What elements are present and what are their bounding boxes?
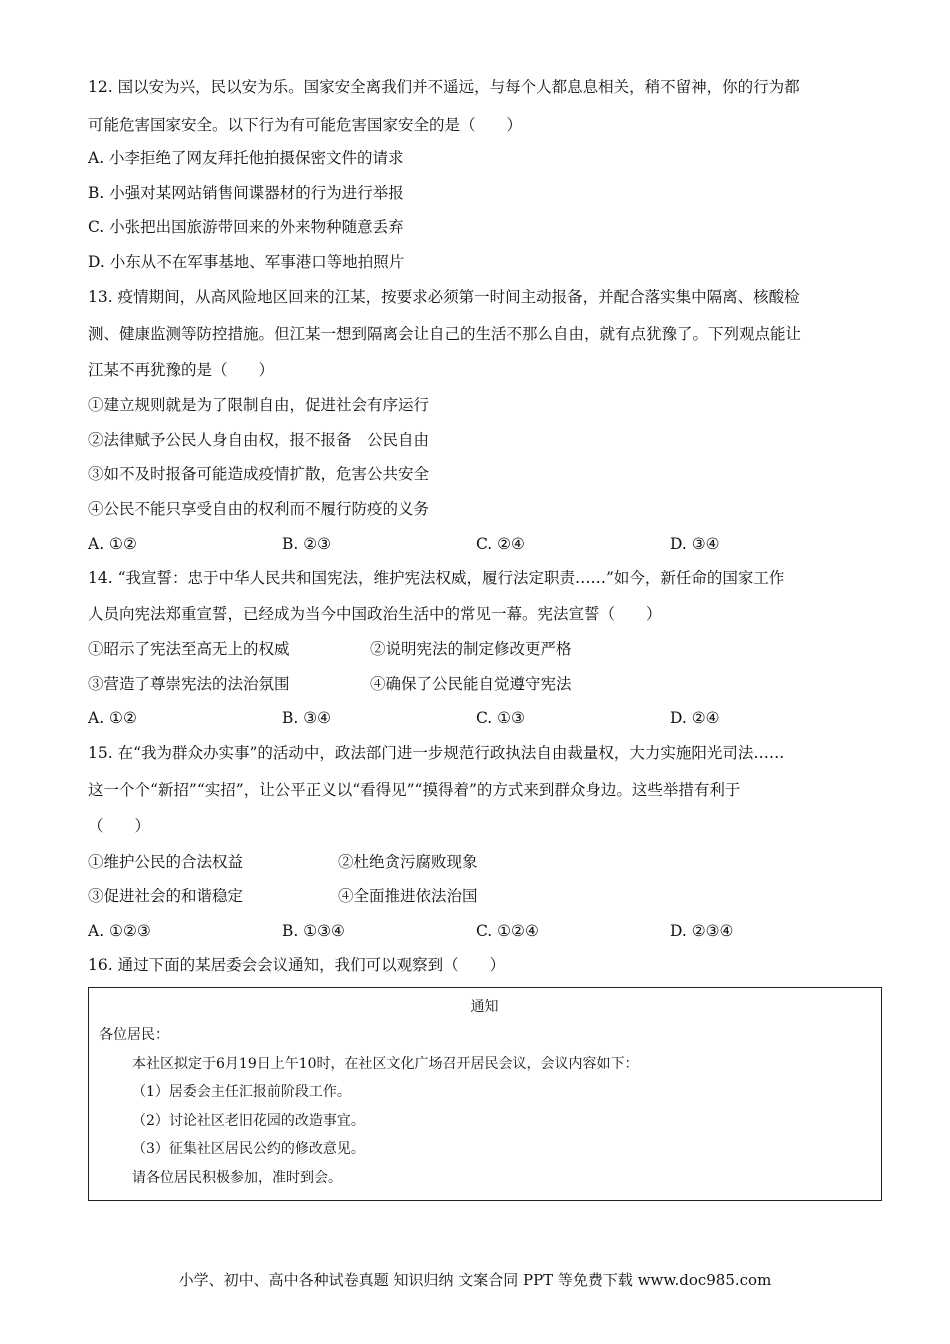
q15-choice-b: B. ①③④ [282,922,345,940]
q15-stem-line2: 这一个个“新招”“实招”，让公平正义以“看得见”“摸得着”的方式来到群众身边。这些举措有利于 [88,781,741,799]
q14-choice-a: A. ①② [88,709,137,727]
q14-choice-b: B. ③④ [282,709,332,727]
q14-choice-c: C. ①③ [476,709,525,727]
page-footer: 小学、初中、高中各种试卷真题 知识归纳 文案合同 PPT 等免费下载 www.doc985.com [178,1271,772,1289]
q14-statement-2: ②说明宪法的制定修改更严格 [370,640,572,658]
q14-statement-3: ③营造了尊崇宪法的法治氛围 [88,675,290,693]
q13-statement-1: ①建立规则就是为了限制自由，促进社会有序运行 [88,396,430,414]
q15-statement-1: ①维护公民的合法权益 [88,853,244,871]
q14-statement-4: ④确保了公民能自觉遵守宪法 [370,675,572,693]
notice-item-2: （2）讨论社区老旧花园的改造事宜。 [132,1113,365,1129]
q15-stem-line3: （ ） [88,817,151,835]
q14-choice-d: D. ②④ [670,709,720,727]
q12-stem-line1: 12. 国以安为兴，民以安为乐。国家安全离我们并不遥远，与每个人都息息相关，稍不留神，你的行为都 [88,78,800,96]
q15-stem-line1: 15. 在“我为群众办实事”的活动中，政法部门进一步规范行政执法自由裁量权，大力实施阳光司法…… [88,744,785,762]
q15-choice-c: C. ①②④ [476,922,539,940]
q13-choice-d: D. ③④ [670,535,720,553]
q12-stem-line2: 可能危害国家安全。以下行为有可能危害国家安全的是（ ） [88,116,523,134]
q13-stem-line1: 13. 疫情期间，从高风险地区回来的江某，按要求必须第一时间主动报备，并配合落实集中隔离、核酸检 [88,288,800,306]
q13-statement-4: ④公民不能只享受自由的权利而不履行防疫的义务 [88,500,430,518]
q16-stem: 16. 通过下面的某居委会会议通知，我们可以观察到（ ） [88,956,506,974]
q12-option-d: D. 小东从不在军事基地、军事港口等地拍照片 [88,253,405,271]
q13-statement-3: ③如不及时报备可能造成疫情扩散，危害公共安全 [88,465,430,483]
notice-closing: 请各位居民积极参加，准时到会。 [132,1170,342,1186]
q12-option-b: B. 小强对某网站销售间谍器材的行为进行举报 [88,184,404,202]
q12-option-c: C. 小张把出国旅游带回来的外来物种随意丢弃 [88,218,404,236]
notice-salutation: 各位居民： [99,1027,169,1043]
q15-statement-3: ③促进社会的和谐稳定 [88,887,244,905]
notice-title: 通知 [470,999,499,1015]
q15-statement-4: ④全面推进依法治国 [338,887,478,905]
q13-choice-a: A. ①② [88,535,137,553]
notice-item-3: （3）征集社区居民公约的修改意见。 [132,1141,365,1157]
q13-choice-c: C. ②④ [476,535,525,553]
q15-statement-2: ②杜绝贪污腐败现象 [338,853,478,871]
q14-statement-1: ①昭示了宪法至高无上的权威 [88,640,290,658]
q15-choice-d: D. ②③④ [670,922,734,940]
q13-choice-b: B. ②③ [282,535,332,553]
q15-choice-a: A. ①②③ [88,922,151,940]
q14-stem-line1: 14. “我宣誓：忠于中华人民共和国宪法，维护宪法权威，履行法定职责……”如今，新任命的国家工作 [88,569,785,587]
q13-stem-line3: 江某不再犹豫的是（ ） [88,361,275,379]
q14-stem-line2: 人员向宪法郑重宣誓，已经成为当今中国政治生活中的常见一幕。宪法宣誓（ ） [88,605,662,623]
q12-option-a: A. 小李拒绝了网友拜托他拍摄保密文件的请求 [88,149,404,167]
q13-statement-2: ②法律赋予公民人身自由权，报不报备 公民自由 [88,431,430,449]
notice-item-1: （1）居委会主任汇报前阶段工作。 [132,1084,351,1100]
q13-stem-line2: 测、健康监测等防控措施。但江某一想到隔离会让自己的生活不那么自由，就有点犹豫了。下列观点能让 [88,325,802,343]
notice-box [88,987,882,1201]
notice-body: 本社区拟定于6月19日上午10时，在社区文化广场召开居民会议，会议内容如下： [132,1056,639,1072]
